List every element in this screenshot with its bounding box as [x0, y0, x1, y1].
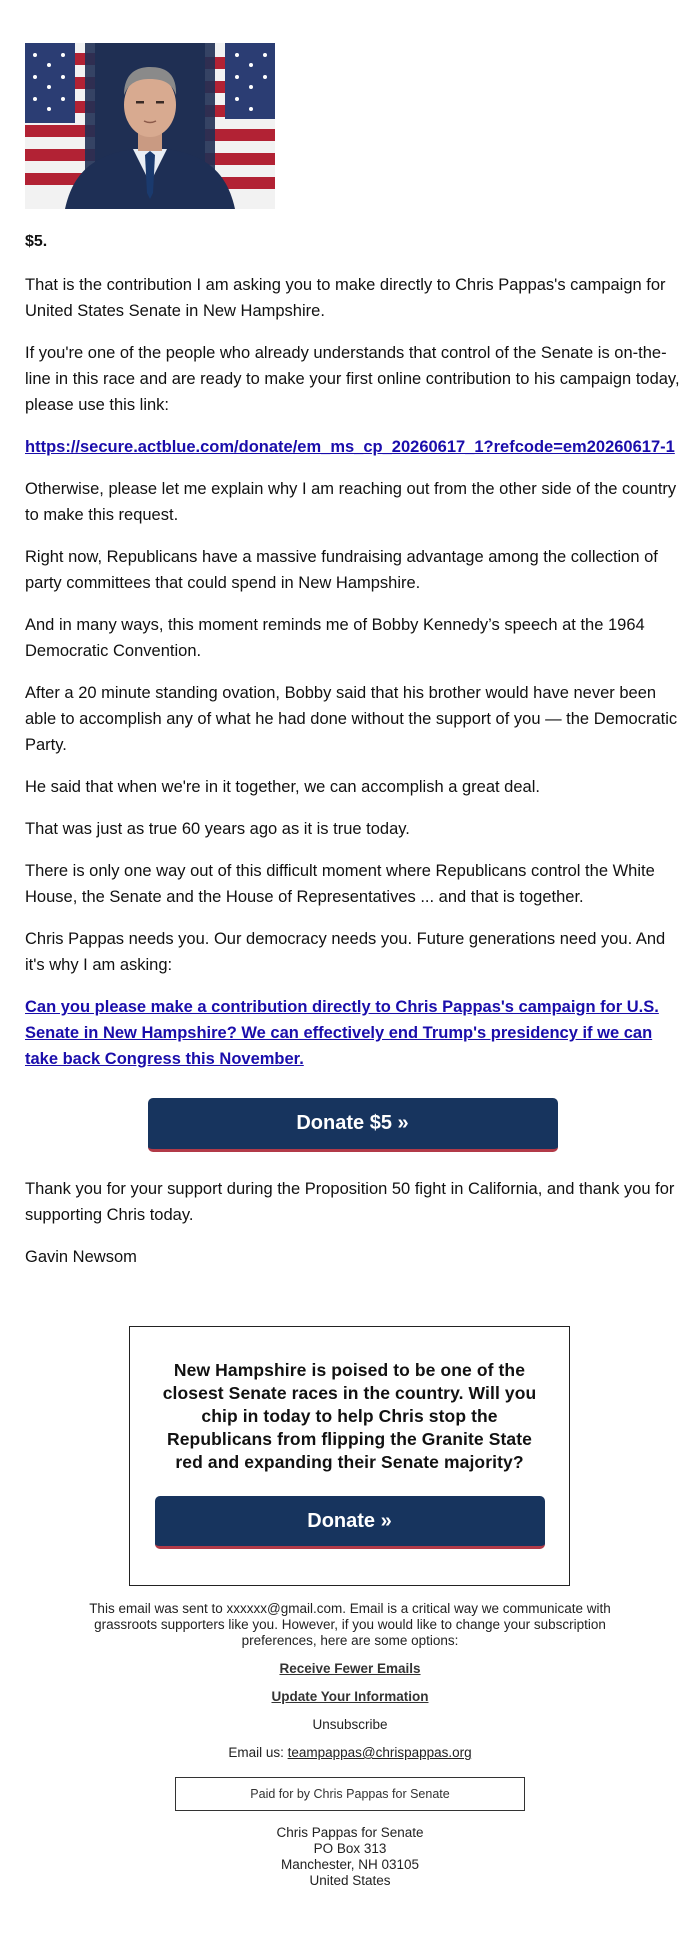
hero-photo	[25, 43, 275, 209]
contribution-ask-link[interactable]: Can you please make a contribution directly to Chris Pappas's campaign for U.S. Senate in New Hampshire? We can effectively end Trump's presidency if we can take back Congress this November.	[25, 998, 659, 1068]
paragraph: There is only one way out of this difficult moment where Republicans control the White House, the Senate and the House of Representatives ... and that is together.	[25, 862, 655, 906]
address-line: Chris Pappas for Senate	[276, 1825, 424, 1840]
contact-email-link[interactable]: teampappas@chrispappas.org	[287, 1745, 472, 1760]
mailing-address	[60, 1825, 640, 1889]
address-line: PO Box 313	[313, 1841, 387, 1856]
paragraph: He said that when we're in it together, we can accomplish a great deal.	[25, 778, 540, 796]
intro-paragraph: That is the contribution I am asking you to make directly to Chris Pappas's campaign for United States Senate in New Hampshire.	[25, 276, 666, 320]
paragraph: Otherwise, please let me explain why I am reaching out from the other side of the country to make this request.	[25, 480, 677, 524]
link-intro-paragraph: If you're one of the people who already understands that control of the Senate is on-the-line in this race and are ready to make your first online contribution to his campaign today, please use this link:	[25, 344, 680, 414]
address-line: Manchester, NH 03105	[280, 1857, 420, 1872]
donate-5-button[interactable]: Donate $5 »	[148, 1098, 558, 1152]
donate-url-link[interactable]: https://secure.actblue.com/donate/em_ms_cp_20260617_1?refcode=em20260617-1	[25, 438, 675, 456]
footer	[60, 1601, 640, 1889]
update-information-link[interactable]: Update Your Information	[271, 1689, 429, 1704]
donate-callout-box	[129, 1326, 570, 1586]
donate-button[interactable]: Donate »	[155, 1496, 545, 1549]
footer-notice: This email was sent to xxxxxx@gmail.com. Email is a critical way we communicate with grassroots supporters like you. However, if you would like to change your subscription preferences, here are some options:	[89, 1601, 611, 1648]
paragraph: Right now, Republicans have a massive fundraising advantage among the collection of party committees that could spend in New Hampshire.	[25, 548, 658, 592]
receive-fewer-emails-link[interactable]: Receive Fewer Emails	[279, 1661, 421, 1676]
address-line: United States	[309, 1873, 391, 1888]
thanks-paragraph: Thank you for your support during the Proposition 50 fight in California, and thank you for supporting Chris today.	[25, 1180, 675, 1224]
paragraph: Chris Pappas needs you. Our democracy needs you. Future generations need you. And it's why I am asking:	[25, 930, 666, 974]
callout-text: New Hampshire is poised to be one of the closest Senate races in the country. Will you chip in today to help Chris stop the Republicans from flipping the Granite State red and expanding their Senate majority?	[162, 1360, 537, 1472]
ask-amount: $5.	[25, 233, 48, 250]
paragraph: And in many ways, this moment reminds me of Bobby Kennedy’s speech at the 1964 Democratic Convention.	[25, 616, 645, 660]
email-content	[25, 43, 680, 1270]
email-us-line	[60, 1745, 640, 1761]
paid-for-disclaimer: Paid for by Chris Pappas for Senate	[175, 1777, 525, 1811]
paragraph: After a 20 minute standing ovation, Bobby said that his brother would have never been able to accomplish any of what he had done without the support of you — the Democratic Party.	[25, 684, 678, 754]
signature: Gavin Newsom	[25, 1248, 137, 1266]
unsubscribe-link[interactable]: Unsubscribe	[312, 1717, 388, 1732]
paragraph: That was just as true 60 years ago as it is true today.	[25, 820, 410, 838]
email-us-label: Email us:	[228, 1745, 288, 1760]
